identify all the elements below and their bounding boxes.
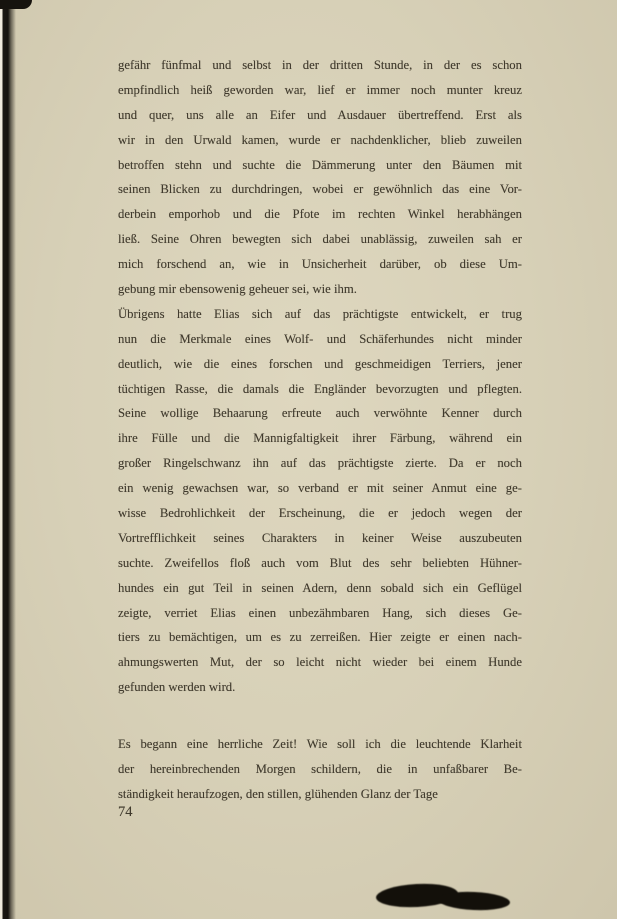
text-line: hundes ein gut Teil in seinen Adern, denn sobald sich ein Geflügel [118,580,522,595]
text-line: gebung mir ebensowenig geheuer sei, wie ihm. [118,282,357,297]
paragraph [118,53,522,302]
text-line: ständigkeit heraufzogen, den stillen, glühenden Glanz der Tage [118,786,438,801]
text-line: derbein emporhob und die Pfote im rechten Winkel herabhängen [118,207,522,222]
text-line: betroffen stehn und suchte die Dämmerung unter den Bäumen mit [118,157,522,172]
text-line: mich forschend an, wie in Unsicherheit darüber, ob diese Um- [118,257,522,272]
text-line: suchte. Zweifellos floß auch vom Blut des sehr beliebten Hühner- [118,555,522,570]
text-line: Vortrefflichkeit seines Charakters in keiner Weise auszubeuten [118,530,522,545]
text-line: ahmungswerten Mut, der so leicht nicht wieder bei einem Hunde [118,655,522,670]
text-line: großer Ringelschwanz ihn auf das prächtigste zierte. Da er noch [118,456,522,471]
text-line: empfindlich heiß geworden war, lief er immer noch munter kreuz [118,82,522,97]
text-line: Seine wollige Behaarung erfreute auch verwöhnte Kenner durch [118,406,522,421]
text-line: und quer, uns alle an Eifer und Ausdauer übertreffend. Erst als [118,107,522,122]
bottom-ink-smudge [438,890,511,911]
left-edge-shadow [0,0,17,919]
text-line: deutlich, wie die eines forschen und geschmeidigen Terriers, jener [118,356,522,371]
text-line: Übrigens hatte Elias sich auf das prächtigste entwickelt, er trug [118,306,522,321]
text-line: zeigte, verriet Elias einen unbezähmbaren Hang, sich dieses Ge- [118,605,522,620]
text-line: gefähr fünfmal und selbst in der dritten Stunde, in der es schon [118,58,522,72]
text-line: wir in den Urwald kamen, wurde er nachdenklicher, blieb zuweilen [118,132,522,147]
page-number: 74 [118,804,133,820]
text-line: gefunden werden wird. [118,680,236,695]
text-line: tüchtigen Rasse, die damals die Engländer bevorzugten und pflegten. [118,381,522,396]
paragraph [118,302,522,700]
paragraph [118,732,522,807]
text-line: ihre Fülle und die Mannigfaltigkeit ihrer Färbung, während ein [118,431,522,446]
text-line: der hereinbrechenden Morgen schildern, die in unfaßbarer Be- [118,762,522,777]
text-line: seinen Blicken zu durchdringen, wobei er gewöhnlich das eine Vor- [118,182,522,197]
text-block [118,53,522,807]
text-line: ein wenig gewachsen war, so verband er mit seiner Anmut eine ge- [118,481,522,496]
text-line: nun die Merkmale eines Wolf- und Schäferhundes nicht minder [118,331,522,346]
text-line: tiers zu bemächtigen, um es zu zerreißen. Hier zeigte er einen nach- [118,630,522,645]
text-line: wisse Bedrohlichkeit der Erscheinung, die er jedoch wegen der [118,506,522,521]
top-left-edge-shadow [0,0,32,9]
text-line: Es begann eine herrliche Zeit! Wie soll ich die leuchtende Klarheit [118,737,522,752]
text-line: ließ. Seine Ohren bewegten sich dabei unablässig, zuweilen sah er [118,232,522,247]
